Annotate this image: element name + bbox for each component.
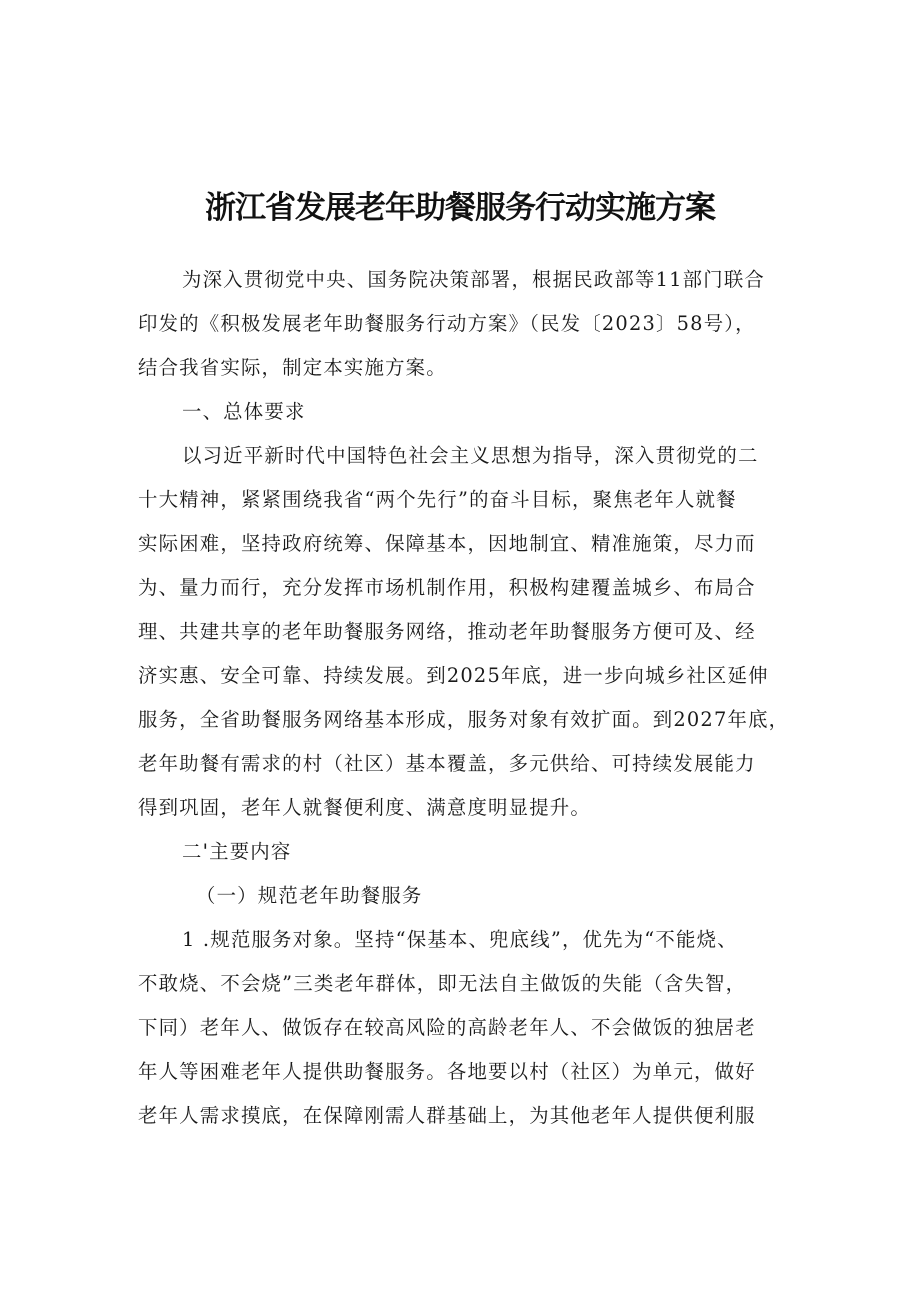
- document-title: 浙江省发展老年助餐服务行动实施方案: [205, 189, 715, 226]
- section-1-line-9: 得到巩固，老年人就餐便利度、满意度明显提升。: [138, 796, 591, 819]
- item-1-line-5: 老年人需求摸底，在保障刚需人群基础上，为其他老年人提供便利服: [138, 1104, 756, 1127]
- section-1-line-7: 服务，全省助餐服务网络基本形成，服务对象有效扩面。到2027年底，: [138, 708, 790, 731]
- item-1-line-2: 不敢烧、不会烧”三类老年群体，即无法自主做饭的失能（含失智，: [138, 972, 747, 995]
- item-1-line-1: 1 .规范服务对象。坚持“保基本、兜底线”，优先为“不能烧、: [182, 928, 738, 951]
- section-1-line-1: 以习近平新时代中国特色社会主义思想为指导，深入贯彻党的二: [182, 444, 759, 467]
- section-1-line-4: 为、量力而行，充分发挥市场机制作用，积极构建覆盖城乡、布局合: [138, 576, 756, 599]
- section-1-line-5: 理、共建共享的老年助餐服务网络，推动老年助餐服务方便可及、经: [138, 620, 756, 643]
- section-1-line-2: 十大精神，紧紧围绕我省“两个先行”的奋斗目标，聚焦老年人就餐: [138, 488, 737, 511]
- section-2-heading: 二'主要内容: [182, 840, 292, 863]
- intro-line-3: 结合我省实际，制定本实施方案。: [138, 356, 447, 379]
- item-1-line-3: 下同）老年人、做饭存在较高风险的高龄老年人、不会做饭的独居老: [138, 1016, 756, 1039]
- intro-line-2: 印发的《积极发展老年助餐服务行动方案》（民发〔2023〕58号），: [138, 312, 756, 335]
- section-1-heading: 一、总体要求: [182, 400, 306, 423]
- intro-line-1: 为深入贯彻党中央、国务院决策部署，根据民政部等11部门联合: [182, 268, 766, 291]
- section-1-line-6: 济实惠、安全可靠、持续发展。到2025年底，进一步向城乡社区延伸: [138, 664, 769, 687]
- section-1-line-8: 老年助餐有需求的村（社区）基本覆盖，多元供给、可持续发展能力: [138, 752, 756, 775]
- subsection-1-heading: （一）规范老年助餐服务: [196, 884, 423, 907]
- section-1-line-3: 实际困难，坚持政府统筹、保障基本，因地制宜、精准施策，尽力而: [138, 532, 756, 555]
- item-1-line-4: 年人等困难老年人提供助餐服务。各地要以村（社区）为单元，做好: [138, 1060, 756, 1083]
